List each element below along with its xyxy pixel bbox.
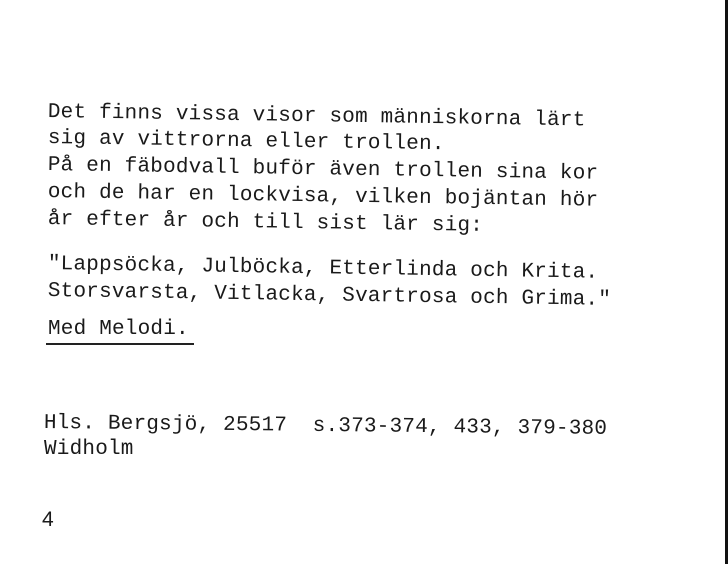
source-reference: Hls. Bergsjö, 25517 s.373-374, 433, 379-380: [43, 412, 608, 441]
card-number: 4: [42, 508, 54, 531]
melody-label: Med Melodi.: [48, 318, 189, 341]
text-line-1: Det finns vissa visor som människorna lärt: [47, 101, 586, 133]
quote-line-1: "Lappsöcka, Julböcka, Etterlinda och Krita.: [47, 253, 599, 285]
text-line-3: På en fäbodvall buför även trollen sina kor: [47, 154, 599, 186]
text-line-5: år efter år och till sist lär sig:: [47, 208, 484, 238]
text-line-4: och de har en lockvisa, vilken bojäntan hör: [47, 181, 599, 213]
collector-name: Widholm: [44, 438, 134, 461]
text-line-2: sig av vittrorna eller trollen.: [47, 127, 445, 157]
quote-line-2: Storsvarsta, Vitlacka, Svartrosa och Grima.": [47, 280, 612, 312]
melody-underline: [46, 343, 194, 345]
